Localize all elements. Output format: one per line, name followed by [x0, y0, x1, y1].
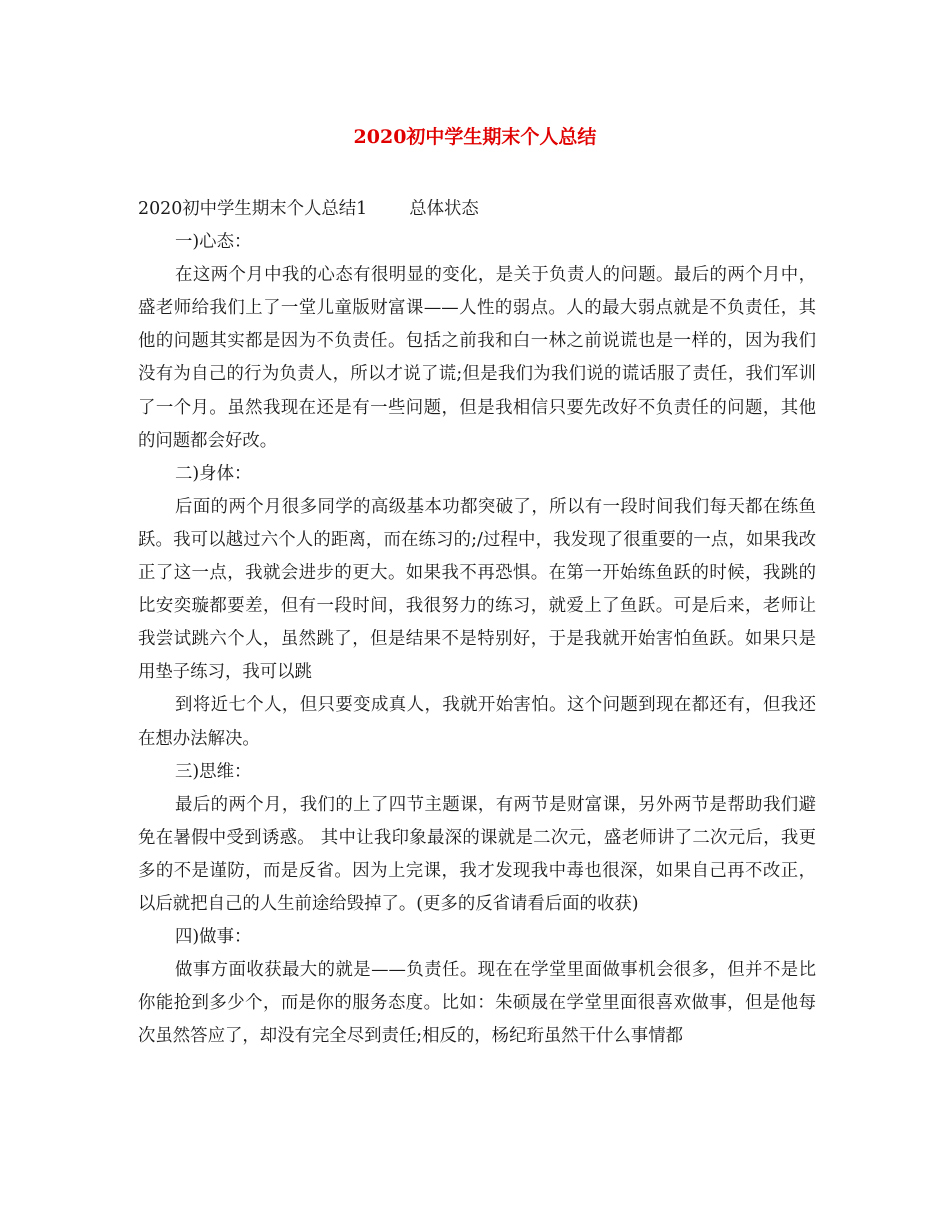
paragraph: 在这两个月中我的心态有很明显的变化，是关于负责人的问题。最后的两个月中，盛老师给我们上了一堂儿童版财富课——人性的弱点。人的最大弱点就是不负责任，其他的问题其实都是因为不负责任。包括之前我和白一林之前说谎也是一样的，因为我们没有为自己的行为负责人，所以才说了谎;但是我们为我们说的谎话服了责任，我们军训了一个月。虽然我现在还是有一些问题，但是我相信只要先改好不负责任的问题，其他的问题都会好改。: [138, 265, 816, 451]
section-heading-1: 一)心态：: [175, 232, 252, 253]
paragraph: 最后的两个月，我们的上了四节主题课，有两节是财富课，另外两节是帮助我们避免在暑假中受到诱惑。 其中让我印象最深的课就是二次元，盛老师讲了二次元后，我更多的不是谨防，而是反省。因为上完课，我才发现我中毒也很深，如果自己再不改正，以后就把自己的人生前途给毁掉了。(更多的反省请看后面的收获): [138, 794, 816, 914]
paragraph: 做事方面收获最大的就是——负责任。现在在学堂里面做事机会很多，但并不是比你能抢到多少个，而是你的服务态度。比如：朱硕晟在学堂里面很喜欢做事，但是他每次虽然答应了，却没有完全尽到责任;相反的，杨纪珩虽然干什么事情都: [138, 960, 816, 1047]
heading-line: [138, 193, 816, 226]
heading-line-left: 2020初中学生期末个人总结1: [138, 199, 368, 219]
section-heading-3: 三)思维：: [175, 761, 252, 782]
paragraph: 后面的两个月很多同学的高级基本功都突破了，所以有一段时间我们每天都在练鱼跃。我可以越过六个人的距离，而在练习的;/过程中，我发现了很重要的一点，如果我改正了这一点，我就会进步的更大。如果我不再恐惧。在第一开始练鱼跃的时候，我跳的比安奕璇都要差，但有一段时间，我很努力的练习，就爱上了鱼跃。可是后来，老师让我尝试跳六个人，虽然跳了，但是结果不是特别好，于是我就开始害怕鱼跃。如果只是用垫子练习，我可以跳: [138, 496, 816, 683]
section-heading-2: 二)身体：: [175, 463, 252, 484]
document-body: [138, 193, 816, 1053]
paragraph: 到将近七个人，但只要变成真人，我就开始害怕。这个问题到现在都还有，但我还在想办法解决。: [138, 695, 816, 749]
section-heading-4: 四)做事：: [175, 927, 252, 948]
document-title: 2020初中学生期末个人总结: [353, 126, 597, 148]
heading-line-right: 总体状态: [409, 199, 479, 219]
